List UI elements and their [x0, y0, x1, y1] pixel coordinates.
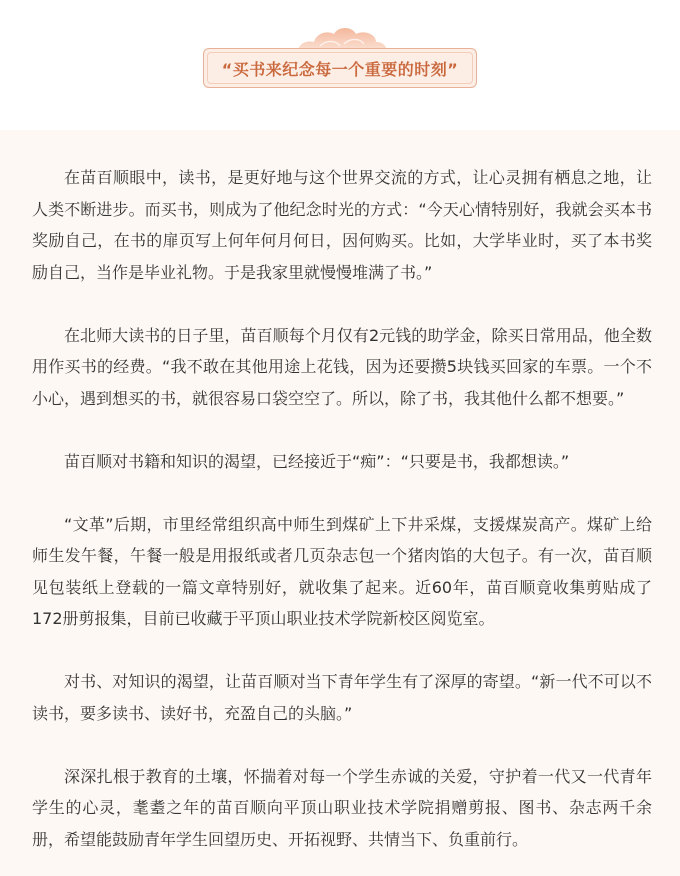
- article-body: [0, 130, 680, 876]
- paragraph-2: 在北师大读书的日子里，苗百顺每个月仅有2元钱的助学金，除买日常用品，他全数用作买书的经费。“我不敢在其他用途上花钱，因为还要攒5块钱买回家的车票。一个不小心，遇到想买的书，就很容易口袋空空了。所以，除了书，我其他什么都不想要。”: [32, 325, 652, 408]
- header-area: [0, 0, 680, 130]
- paragraph-1: 在苗百顺眼中，读书，是更好地与这个世界交流的方式，让心灵拥有栖息之地，让人类不断进步。而买书，则成为了他纪念时光的方式：“今天心情特别好，我就会买本书奖励自己，在书的扉页写上何年何月何日，因何购买。比如，大学毕业时，买了本书奖励自己，当作是毕业礼物。于是我家里就慢慢堆满了书。”: [32, 168, 652, 282]
- section-title: “买书来纪念每一个重要的时刻”: [221, 59, 459, 79]
- paragraph-5: 对书、对知识的渴望，让苗百顺对当下青年学生有了深厚的寄望。“新一代不可以不读书，要多读书、读好书，充盈自己的头脑。”: [32, 672, 652, 723]
- paragraph-3: 苗百顺对书籍和知识的渴望，已经接近于“痴”：“只要是书，我都想读。”: [64, 451, 570, 471]
- title-banner: [203, 48, 477, 88]
- paragraph-6: 深深扎根于教育的土壤，怀揣着对每一个学生赤诚的关爱，守护着一代又一代青年学生的心灵，耄耋之年的苗百顺向平顶山职业技术学院捐赠剪报、图书、杂志两千余册，希望能鼓励青年学生回望历史、开拓视野、共情当下、负重前行。: [32, 766, 652, 849]
- paragraph-4: “文革”后期，市里经常组织高中师生到煤矿上下井采煤，支援煤炭高产。煤矿上给师生发午餐，午餐一般是用报纸或者几页杂志包一个猪肉馅的大包子。有一次，苗百顺见包装纸上登载的一篇文章特别好，就收集了起来。近60年，苗百顺竟收集剪贴成了172册剪报集，目前已收藏于平顶山职业技术学院新校区阅览室。: [32, 514, 652, 628]
